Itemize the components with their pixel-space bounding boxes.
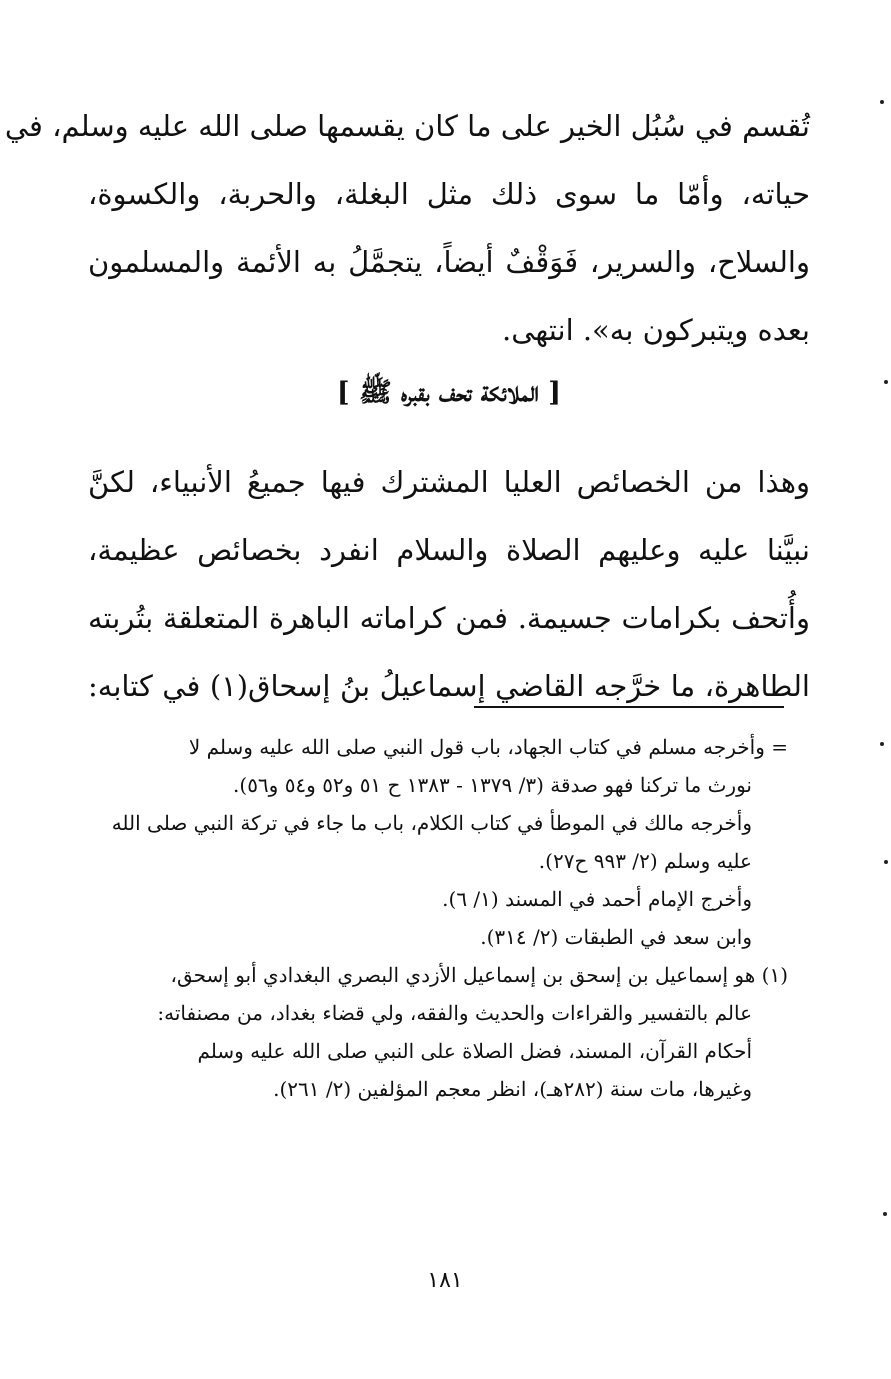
footnote-line: نورث ما تركنا فهو صدقة (٣/ ١٣٧٩ - ١٣٨٣ ح ٥١ و٥٢ و٥٤ و٥٦). <box>233 773 752 797</box>
footnote-line: عليه وسلم (٢/ ٩٩٣ ح٢٧). <box>538 849 752 873</box>
text-line: الطاهرة، ما خرَّجه القاضي إسماعيلُ بنُ إسحاق(١) في كتابه: <box>88 669 810 703</box>
text-line: بعده ويتبركون به». انتهى. <box>501 313 810 347</box>
text-line: وهذا من الخصائص العليا المشترك فيها جميعُ الأنبياء، لكنَّ <box>88 465 810 499</box>
footnote-line: وغيرها، مات سنة (٢٨٢هـ)، انظر معجم المؤلفين (٢/ ٢٦١). <box>273 1077 752 1101</box>
scan-speck <box>880 742 884 746</box>
footnote-line: = وأخرجه مسلم في كتاب الجهاد، باب قول النبي صلى الله عليه وسلم لا <box>188 735 788 759</box>
paragraph-continuation <box>4 92 810 364</box>
footnote-line: (١) هو إسماعيل بن إسحق بن إسماعيل الأزدي البصري البغدادي أبو إسحق، <box>170 963 788 987</box>
footnote-line: وابن سعد في الطبقات (٢/ ٣١٤). <box>480 925 752 949</box>
footnote-line: عالم بالتفسير والقراءات والحديث والفقه، ولي قضاء بغداد، من مصنفاته: <box>157 1001 752 1025</box>
text-line: وأُتحف بكرامات جسيمة. فمن كراماته الباهرة المتعلقة بتُربته <box>88 601 810 635</box>
scan-speck <box>883 1212 887 1216</box>
text-line: والسلاح، والسرير، فَوَقْفٌ أيضاً، يتجمَّلُ به الأئمة والمسلمون <box>88 245 810 279</box>
text-line: تُقسم في سُبُل الخير على ما كان يقسمها صلى الله عليه وسلم، في <box>4 109 810 143</box>
footnote-line: وأخرجه مالك في الموطأ في كتاب الكلام، باب ما جاء في تركة النبي صلى الله <box>111 811 752 835</box>
scan-speck <box>884 380 888 384</box>
footnotes <box>88 728 788 1108</box>
section-heading: [ الملائكة تحف بقبره ﷺ ] <box>336 377 562 408</box>
footnote-divider <box>474 706 784 708</box>
footnote-line: وأخرج الإمام أحمد في المسند (١/ ٦). <box>442 887 752 911</box>
footnote-line: أحكام القرآن، المسند، فضل الصلاة على النبي صلى الله عليه وسلم <box>197 1039 752 1063</box>
text-line: حياته، وأمّا ما سوى ذلك مثل البغلة، والحربة، والكسوة، <box>88 177 810 211</box>
page-number: ١٨١ <box>427 1268 463 1293</box>
scan-speck <box>884 860 888 864</box>
scan-speck <box>880 100 884 104</box>
text-line: نبيَّنا عليه وعليهم الصلاة والسلام انفرد بخصائص عظيمة، <box>88 533 810 567</box>
paragraph-body <box>88 448 810 720</box>
